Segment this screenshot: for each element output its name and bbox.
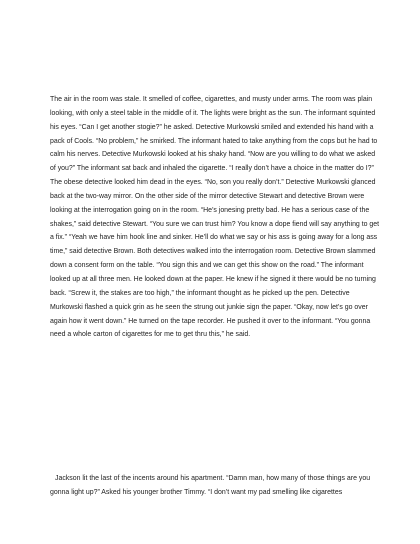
paragraph-interrogation: The air in the room was stale. It smelled of coffee, cigarettes, and musty under arms. The room was plain looking, with only a steel table in the middle of it. The lights were bright as the sun. The informant squinted his eyes. “Can I get another stogie?” he asked. Detective Murkowski smiled and extended his hand with a pack of Cools. “No problem,” he smirked. The informant hated to take anything from the cops but he had to calm his nerves. Detective Murkowski looked at his shaky hand. “Now are you willing to do what we asked of you?” The informant sat back and inhaled the cigarette. “I really don’t have a choice in the matter do I?” The obese detective looked him dead in the eyes. “No, son you really don’t.” Detective Murkowski glanced back at the two-way mirror. On the other side of the mirror detective Stewart and detective Brown were looking at the interrogation going on in the room. “He’s jonesing pretty bad. He has a serious case of the shakes,” said detective Stewart. “You sure we can trust him? You know a dope fiend will say anything to get a fix.” “Yeah we have him hook line and sinker. He’ll do what we say or his ass is going away for a long ass time,” said detective Brown. Both detectives walked into the interrogation room. Detective Brown slammed down a consent form on the table. “You sign this and we can get this show on the road.” The informant looked up at all three men. He looked down at the paper. He knew if he signed it there would be no turning back. “Screw it, the stakes are too high,” the informant thought as he picked up the pen. Detective Murkowski flashed a quick grin as he seen the strung out junkie sign the paper. “Okay, now let’s go over again how it went down.” He turned on the tape recorder. He pushed it over to the informant. “You gonna need a whole carton of cigarettes for me to get thru this,” he said. [50, 96, 380, 339]
paragraph-jackson: Jackson lit the last of the incents around his apartment. “Damn man, how many of those things are you gonna light up?” Asked his younger brother Timmy. “I don’t want my pad smelling like cigarettes [50, 475, 371, 496]
